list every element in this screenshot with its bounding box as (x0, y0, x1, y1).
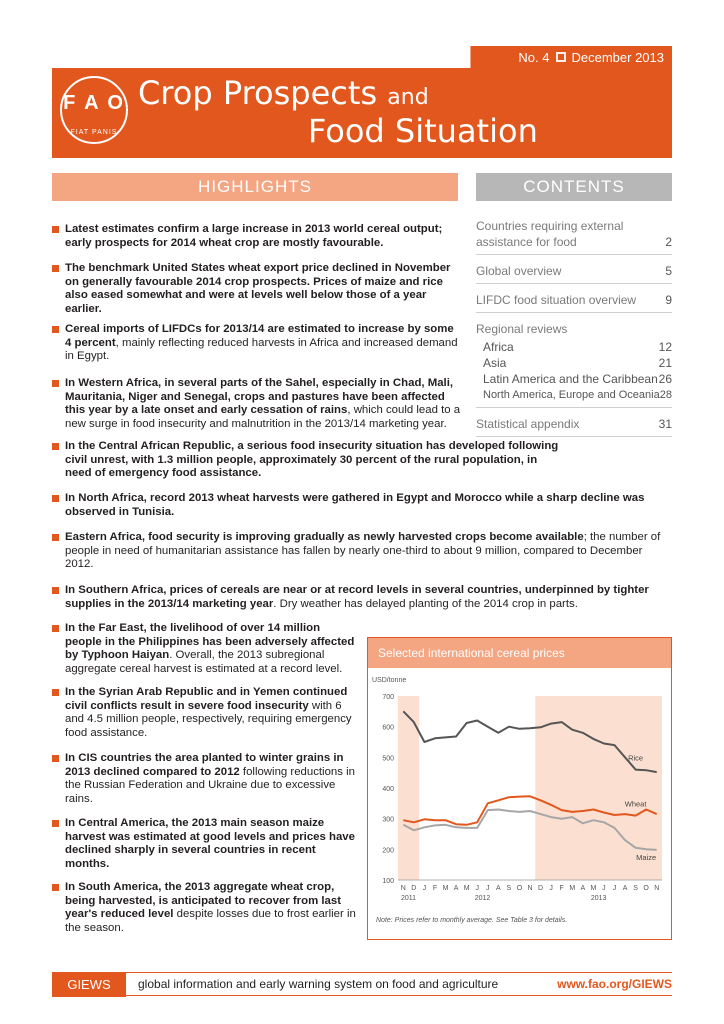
shaded-period (398, 696, 419, 880)
highlight-item (52, 817, 358, 871)
issue-date: December 2013 (571, 49, 664, 65)
x-tick-label: S (506, 885, 512, 892)
x-tick-label: J (612, 885, 617, 892)
contents-entry-label: Global overview (476, 264, 562, 278)
highlight-item (52, 622, 358, 676)
contents-sub-entry[interactable] (476, 371, 672, 387)
contents-list (476, 218, 672, 445)
highlight-bold: In Western Africa, in several parts of the Sahel, especially in Chad, Mali, Mauritania, Niger and Senegal, crops and pastures have been affected this year by a late onset and early cessation of rains (65, 377, 454, 416)
x-tick-label: J (486, 885, 490, 892)
giews-badge: GIEWS (52, 972, 126, 997)
issue-bar (470, 46, 672, 68)
contents-sub-page: 26 (658, 372, 672, 386)
logo-motto: FIAT PANIS (70, 129, 118, 136)
contents-entry[interactable] (476, 292, 672, 313)
highlight-bold: In the Central African Republic, a serious food insecurity situation has developed following civil unrest, with 1.3 million people, approximately 30 percent of the rural population, in need of emergency food assistance. (65, 440, 559, 479)
issue-number: No. 4 (518, 49, 550, 65)
highlight-item (52, 440, 562, 481)
contents-sub-label: Africa (483, 340, 514, 354)
page-title-line2: Food Situation (308, 112, 538, 150)
highlight-text: . Overall, the 2013 subregional aggregate cereal harvest is estimated at a record level. (65, 649, 343, 675)
highlight-text: , which could lead to a new surge in food insecurity and malnutrition in the 2013/14 marketing year. (65, 404, 461, 430)
x-tick-label: J (602, 885, 606, 892)
series-label-wheat: Wheat (624, 799, 647, 809)
title-crop-prospects: Crop Prospects (138, 74, 378, 112)
highlight-bold: In the Syrian Arab Republic and in Yemen continued civil conflicts result in severe food insecurity (65, 686, 348, 712)
highlight-item (52, 686, 358, 740)
highlight-item (52, 323, 462, 364)
contents-entry-page: 5 (665, 264, 672, 278)
year-label: 2012 (474, 895, 491, 902)
cereal-prices-chart (367, 637, 672, 940)
contents-sub-entry[interactable] (476, 387, 672, 403)
highlight-item (52, 531, 674, 572)
x-tick-label: S (633, 885, 638, 892)
year-label: 2011 (401, 895, 417, 902)
highlight-item (52, 377, 464, 431)
x-tick-label: M (463, 885, 470, 892)
x-tick-label: A (622, 885, 628, 892)
highlight-bold: Cereal imports of LIFDCs for 2013/14 are estimated to increase by some 4 percent (65, 323, 454, 349)
chart-note: Note: Prices refer to monthly average. See Table 3 for details. (376, 917, 568, 924)
highlight-item (52, 752, 358, 806)
contents-entry[interactable] (476, 218, 672, 255)
highlight-bold: In CIS countries the area planted to winter grains in 2013 declined compared to 2012 (65, 752, 344, 778)
highlight-bold: In Central America, the 2013 main season maize harvest was estimated at good levels and prices have declined sharply in several countries in recent months. (65, 817, 355, 870)
x-tick-label: J (475, 885, 479, 892)
y-tick-label: 500 (382, 755, 394, 763)
contents-sub-label: Asia (483, 356, 507, 370)
highlight-bold: In the Far East, the livelihood of over 14 million people in the Philippines has been adversely affected by Typhoon Haiyan (65, 622, 355, 661)
y-tick-label: 300 (382, 816, 394, 824)
contents-entry-page: 31 (658, 417, 672, 431)
x-tick-label: D (538, 885, 544, 892)
logo-letters: F A O (63, 92, 125, 114)
highlight-text: following reductions in the Russian Federation and Ukraine due to excessive rains. (65, 765, 355, 805)
x-tick-label: N (400, 885, 406, 892)
highlight-text: ; the number of people in need of humanitarian assistance has fallen by nearly one-third to about 9 million, compared to December 2012. (65, 531, 661, 570)
y-tick-label: 600 (382, 724, 394, 732)
highlight-item (52, 584, 674, 611)
fao-logo-icon (60, 76, 128, 144)
regional-reviews-title: Regional reviews (476, 322, 568, 336)
contents-sub-page: 28 (659, 389, 672, 401)
regional-reviews-group (476, 321, 672, 408)
x-tick-label: D (411, 885, 417, 892)
contents-sub-page: 12 (658, 340, 672, 354)
contents-sub-entry[interactable] (476, 355, 672, 371)
contents-entry-label: Statistical appendix (476, 417, 580, 431)
x-tick-label: F (432, 885, 438, 892)
highlight-bold: In North Africa, record 2013 wheat harvests were gathered in Egypt and Morocco while a sharp decline was observed in Tunisia. (65, 492, 645, 518)
square-icon (556, 52, 566, 62)
contents-entry[interactable] (476, 416, 672, 437)
x-tick-label: O (643, 885, 649, 892)
x-tick-label: M (590, 885, 597, 892)
contents-entry-label: Countries requiring external assistance for food (476, 219, 624, 249)
x-tick-label: N (527, 885, 533, 892)
title-banner (52, 68, 672, 158)
y-axis-label: USD/tonne (372, 677, 407, 684)
contents-entry-page: 2 (665, 235, 672, 249)
x-tick-label: A (580, 885, 586, 892)
page-title-line1 (138, 74, 429, 112)
highlight-text: with 6 and 4.5 million people, respectively, requiring emergency food assistance. (65, 699, 352, 739)
x-tick-label: F (559, 885, 564, 892)
highlight-item (52, 881, 358, 935)
highlight-bold: Eastern Africa, food security is improving gradually as newly harvested crops become available (65, 531, 584, 543)
highlight-text: despite losses due to frost earlier in the season. (65, 908, 356, 934)
chart-plot (368, 668, 671, 916)
x-tick-label: M (569, 885, 576, 892)
x-tick-label: A (495, 885, 501, 892)
highlight-text: . Dry weather has delayed planting of the 2014 crop in parts. (273, 597, 578, 610)
title-and: and (387, 85, 429, 110)
series-label-rice: Rice (628, 753, 644, 763)
contents-entry-page: 9 (665, 293, 672, 307)
x-tick-label: N (654, 885, 660, 892)
highlight-text: , mainly reflecting reduced harvests in Africa and increased demand in Egypt. (65, 336, 458, 362)
highlight-item (52, 262, 462, 316)
contents-sub-page: 21 (658, 356, 672, 370)
highlights-heading: HIGHLIGHTS (52, 173, 458, 201)
highlight-bold: In Southern Africa, prices of cereals are near or at record levels in several countries, underpinned by tighter supplies in the 2013/14 marketing year (65, 584, 649, 610)
y-tick-label: 700 (382, 694, 394, 701)
contents-sub-label: Latin America and the Caribbean (483, 372, 658, 386)
contents-entry-label: LIFDC food situation overview (476, 293, 637, 307)
contents-heading: CONTENTS (476, 173, 672, 201)
contents-entry[interactable] (476, 263, 672, 284)
footer (52, 972, 672, 996)
y-tick-label: 200 (382, 847, 394, 855)
highlight-item (52, 492, 674, 519)
contents-sub-entry[interactable] (476, 339, 672, 355)
x-tick-label: A (453, 885, 459, 892)
year-label: 2013 (590, 895, 607, 902)
chart-title: Selected international cereal prices (368, 638, 671, 668)
x-tick-label: J (549, 885, 553, 892)
highlight-bold: The benchmark United States wheat export price declined in November on generally favourable 2014 crop prospects. Prices of maize and rice also eased somewhat and were at levels well below those of a year earlier. (65, 262, 451, 315)
contents-sub-label: North America, Europe and Oceania (483, 389, 660, 401)
highlight-item (52, 223, 462, 250)
x-tick-label: M (442, 885, 449, 892)
x-tick-label: J (422, 885, 427, 892)
y-tick-label: 400 (382, 786, 394, 793)
x-tick-label: O (516, 885, 523, 892)
footer-tagline: global information and early warning system on food and agriculture (138, 977, 499, 991)
y-tick-label: 100 (382, 878, 394, 885)
highlight-bold: In South America, the 2013 aggregate wheat crop, being harvested, is anticipated to recover from last year's reduced level (65, 881, 341, 920)
highlight-bold: Latest estimates confirm a large increase in 2013 world cereal output; early prospects for 2014 wheat crop are mostly favourable. (65, 223, 443, 249)
footer-url[interactable]: www.fao.org/GIEWS (557, 977, 672, 991)
series-label-maize: Maize (636, 853, 657, 863)
